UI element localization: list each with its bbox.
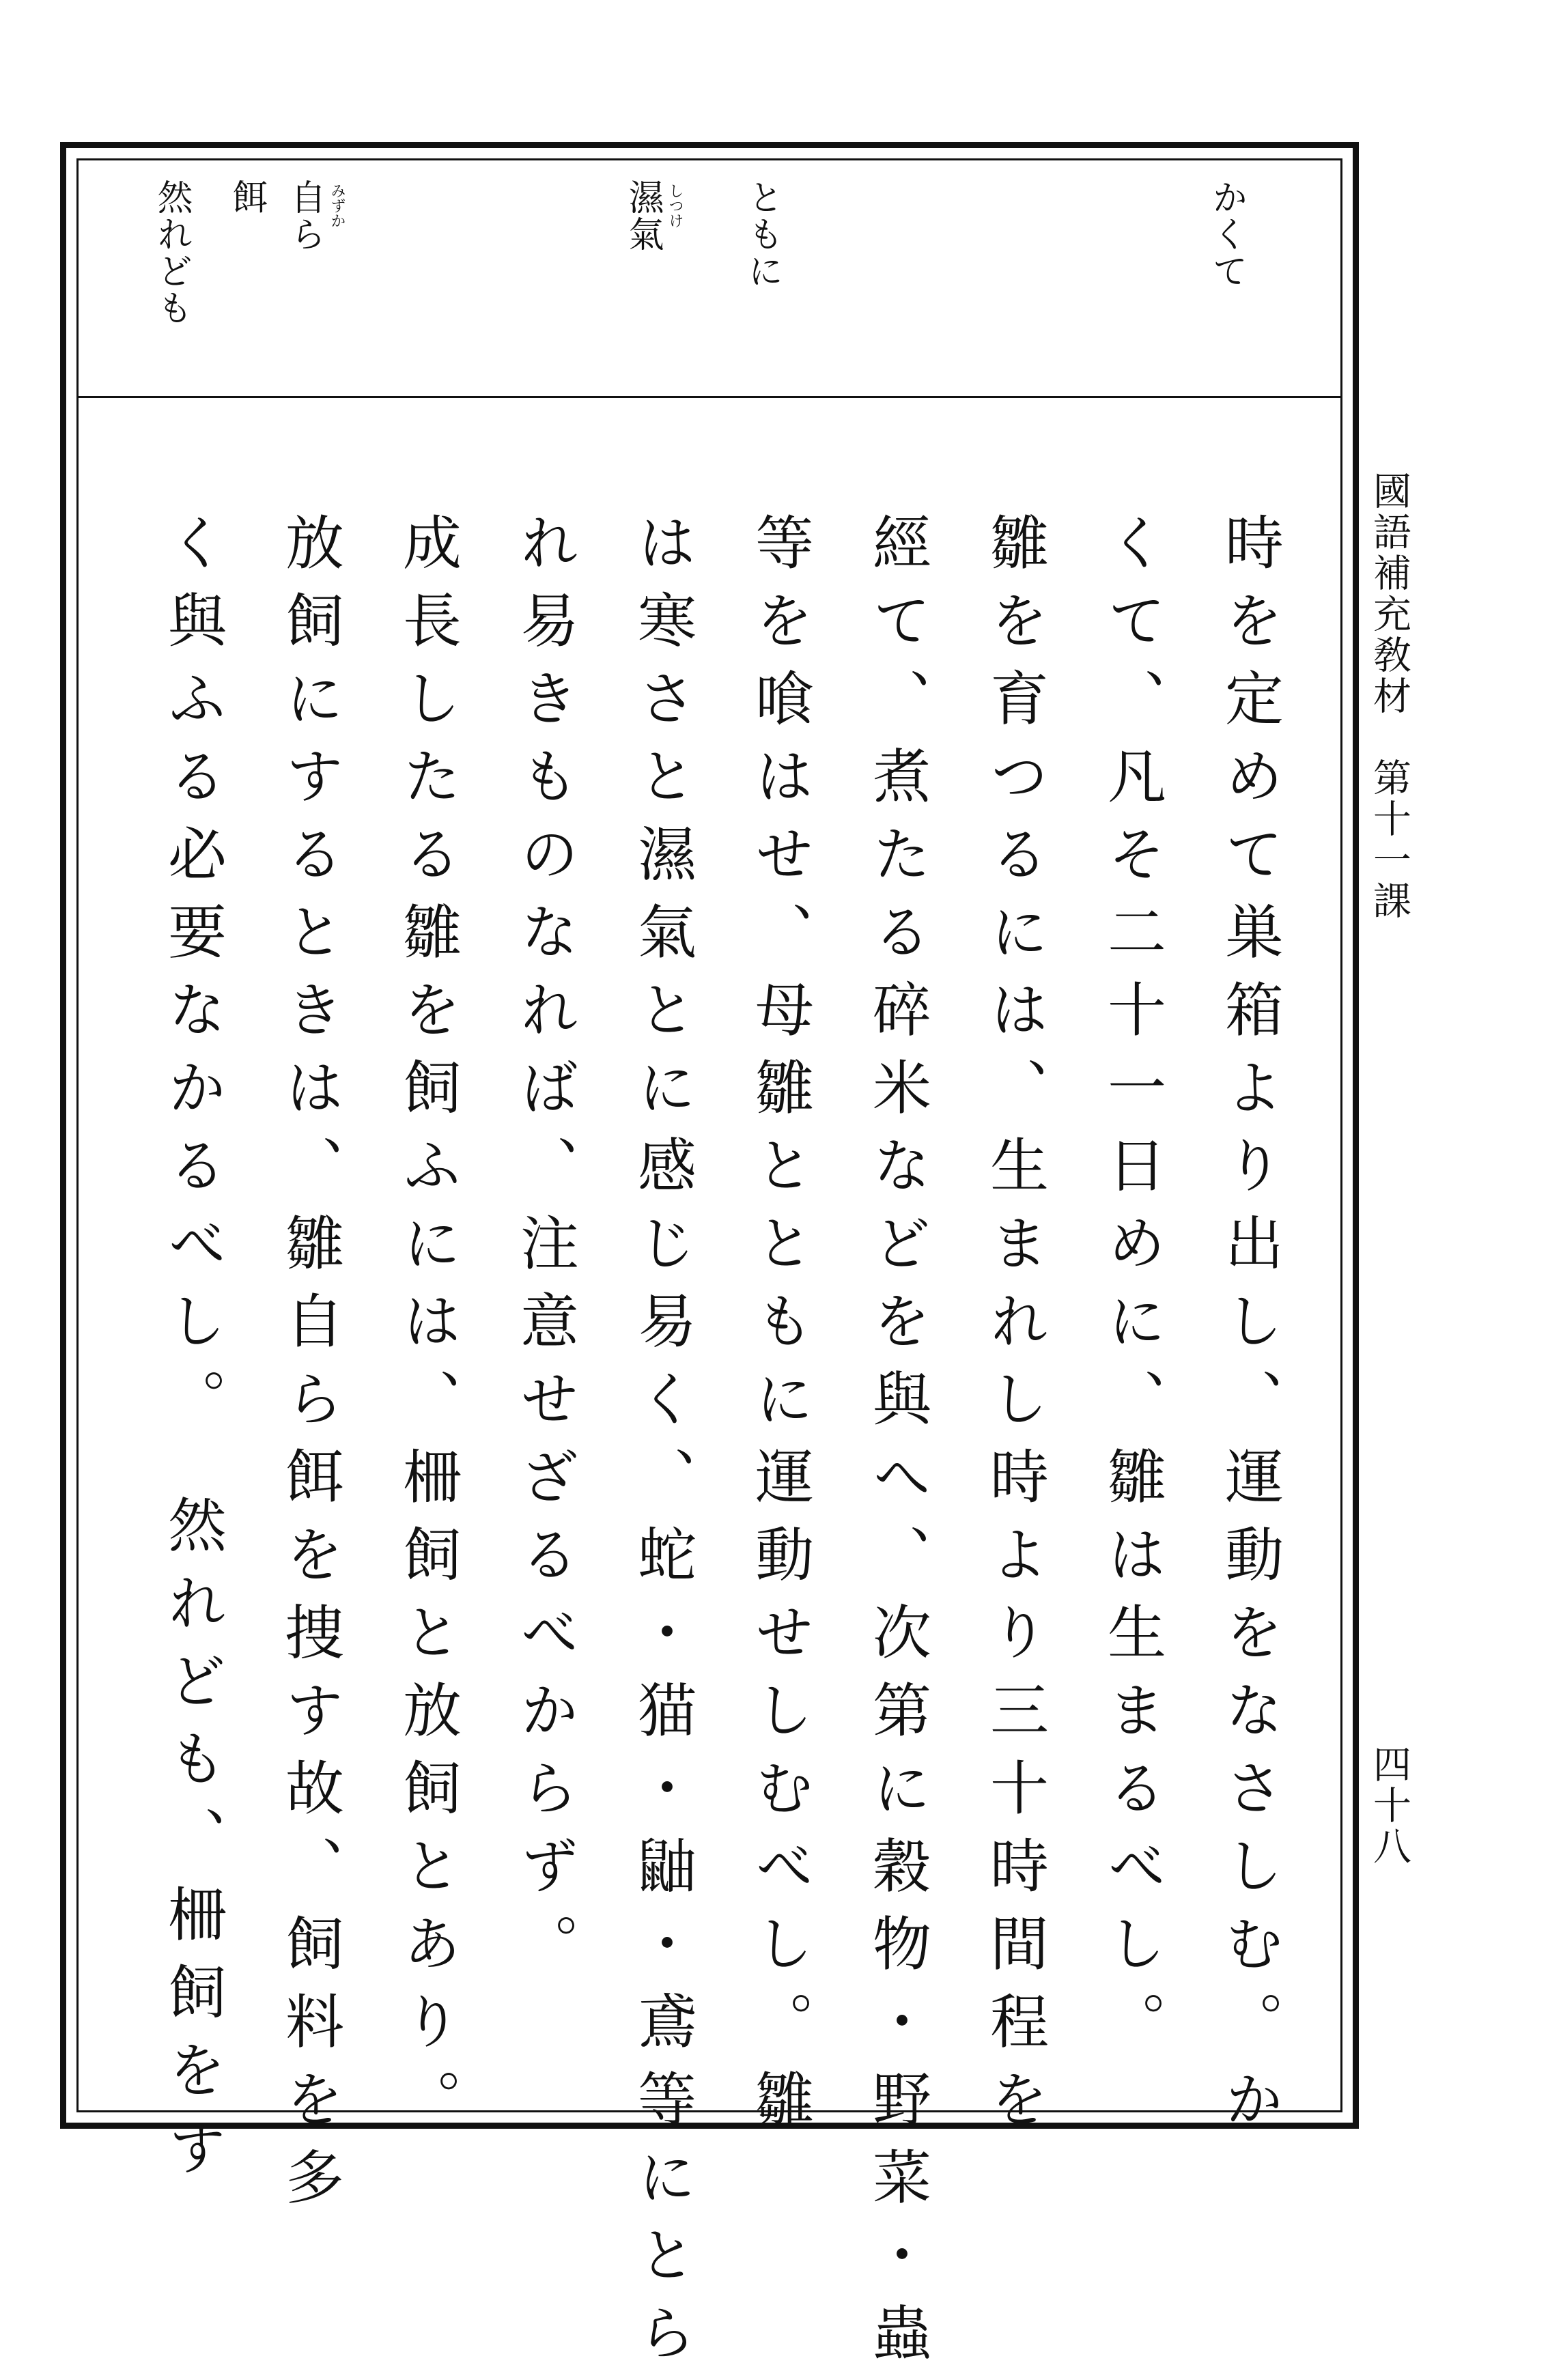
body-column-4: 經て、煮たる碎米などを與へ、次第に穀物・野菜・蟲 (862, 512, 931, 2380)
body-column-6: は寒さと濕氣とに感じ易く、蛇・猫・鼬・鳶等にとら (628, 512, 696, 2380)
body-column-7: れ易きものなれば、注意せざるべからず。 (510, 512, 578, 1991)
body-column-9: 放飼にするときは、雛自ら餌を捜す故、飼料を多 (275, 512, 343, 2224)
body-column-1: 時を定めて巣箱より出し、運動をなさしむ。か (1215, 512, 1283, 2147)
page-number: 四十八 (1367, 1744, 1411, 1867)
gloss-shikke-ruby: しつけ (666, 183, 684, 228)
body-column-2: くて、凡そ二十一日めに、雛は生まるべし。 (1097, 512, 1166, 2069)
headnote-divider (76, 396, 1342, 398)
gloss-shikke-word: 濕氣 (622, 179, 663, 253)
body-column-8: 成長したる雛を飼ふには、柵飼と放飼とあり。 (393, 512, 461, 2147)
gloss-mizukara-word: 自ら (284, 179, 325, 253)
gloss-mizukara-ruby: みずか (328, 183, 346, 228)
body-column-3: 雛を育つるには、生まれし時より三十時間程を (980, 512, 1048, 2147)
body-column-10: く與ふる必要なかるべし。 然れども、柵飼をす (158, 512, 226, 2195)
gloss-mizukara (284, 179, 362, 384)
running-title: 國語補充敎材 第十一課 (1367, 471, 1411, 922)
gloss-shikke (622, 179, 700, 384)
gloss-tomoni: ともに (742, 179, 783, 289)
gloss-kakute: かくて (1206, 179, 1247, 289)
gloss-shikaredomo: 然れども (151, 179, 192, 326)
body-column-5: 等を喰はせ、母雛とともに運動せしむべし。雛 (745, 512, 813, 2147)
gloss-esa: 餌 (226, 179, 267, 216)
